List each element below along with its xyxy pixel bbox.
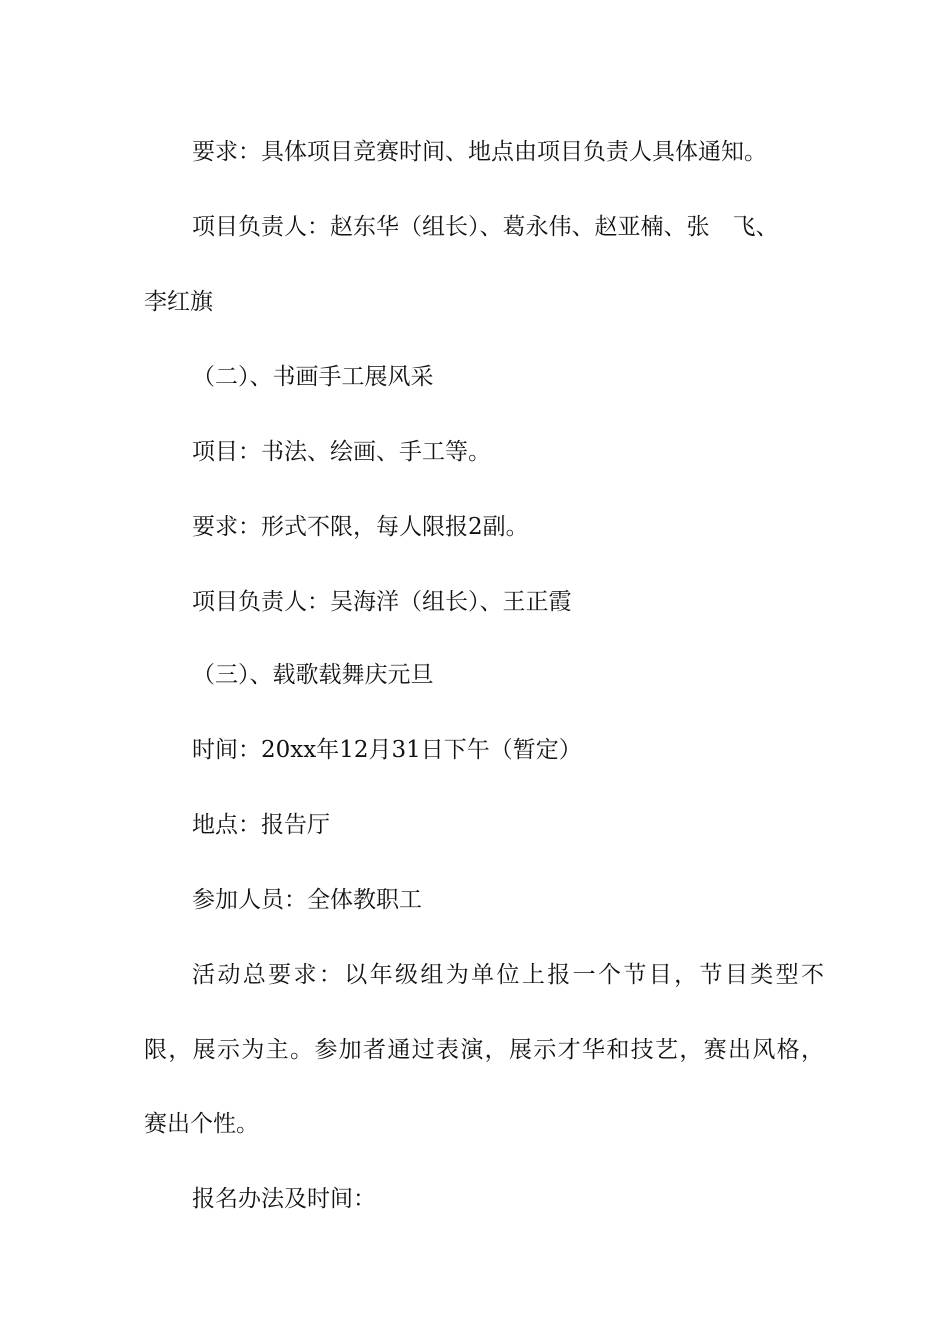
requirement-line: 要求：具体项目竞赛时间、地点由项目负责人具体通知。: [192, 139, 767, 165]
project-items-line: 项目：书法、绘画、手工等。: [192, 439, 491, 465]
overall-requirement-continued: 限，展示为主。参加者通过表演，展示才华和技艺，赛出风格，: [144, 1037, 824, 1063]
project-leaders-line-two: 项目负责人：吴海洋（组长）、王正霞: [192, 589, 572, 615]
section-heading-three: （三）、载歌载舞庆元旦: [192, 662, 434, 688]
overall-requirement-line: 活动总要求：以年级组为单位上报一个节目，节目类型不: [192, 962, 824, 988]
requirement-line-two: 要求：形式不限，每人限报2副。: [192, 514, 529, 540]
project-leaders-continued: 李红旗: [144, 289, 213, 315]
section-heading-two: （二）、书画手工展风采: [192, 364, 434, 390]
project-leaders-line: 项目负责人：赵东华（组长）、葛永伟、赵亚楠、张 飞、: [192, 214, 779, 240]
registration-heading: 报名办法及时间：: [192, 1186, 376, 1212]
participants-line: 参加人员：全体教职工: [192, 887, 422, 913]
time-line: 时间：20xx年12月31日下午（暂定）: [192, 737, 582, 763]
overall-requirement-end: 赛出个性。: [144, 1111, 259, 1137]
location-line: 地点：报告厅: [192, 812, 330, 838]
